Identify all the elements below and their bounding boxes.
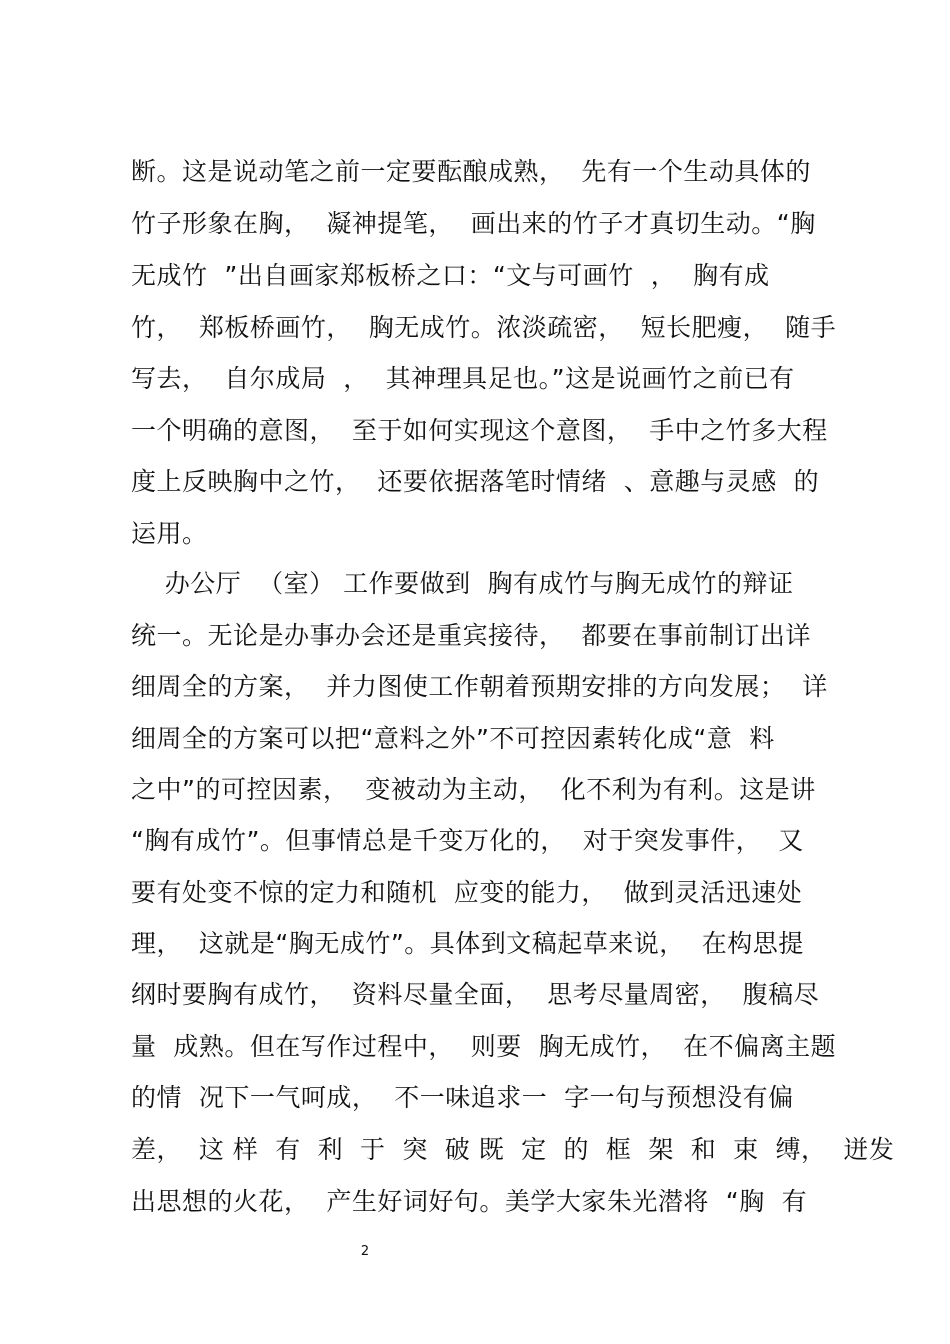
text-line: 统一。无论是办事办会还是重宾接待， 都要在事前制订出详 [131,621,811,650]
text-line: 办公厅 （室） 工作要做到 胸有成竹与胸无成竹的辩证 [131,569,794,598]
text-line: 纲时要胸有成竹， 资料尽量全面， 思考尽量周密， 腹稿尽 [131,980,820,1009]
text-line: 竹子形象在胸， 凝神提笔， 画出来的竹子才真切生动。“胸 [131,209,816,238]
text-line: 理， 这就是“胸无成竹”。具体到文稿起草来说， 在构思提 [131,929,804,958]
page-number: 2 [360,1244,370,1259]
text-line: 出思想的火花， 产生好词好句。美学大家朱光潜将 “胸 有 [131,1187,808,1216]
text-line: “胸有成竹”。但事情总是千变万化的， 对于突发事件， 又 [131,826,804,855]
text-line: 之中”的可控因素， 变被动为主动， 化不利为有利。这是讲 [131,775,816,804]
text-line: 断。这是说动笔之前一定要酝酿成熟， 先有一个生动具体的 [131,157,811,186]
text-line: 要有处变不惊的定力和随机 应变的能力， 做到灵活迅速处 [131,878,803,907]
text-line: 的情 况下一气呵成， 不一味追求一 字一句与预想没有偏 [131,1083,794,1112]
text-line: 度上反映胸中之竹， 还要依据落笔时情绪 、意趣与灵感 的 [131,467,820,496]
text-line: 竹， 郑板桥画竹， 胸无成竹。浓淡疏密， 短长肥瘦， 随手 [131,313,837,342]
text-line: 量 成熟。但在写作过程中， 则要 胸无成竹， 在不偏离主题 [131,1032,837,1061]
text-line: 一个明确的意图， 至于如何实现这个意图， 手中之竹多大程 [131,416,828,445]
text-line: 运用。 [131,519,208,548]
text-line: 细周全的方案可以把“意料之外”不可控因素转化成“意 料 [131,724,775,753]
text-line: 无成竹 ”出自画家郑板桥之口：“文与可画竹 ， 胸有成 [131,261,770,290]
text-line: 差， 这 样 有 利 于 突 破 既 定 的 框 架 和 束 缚， 迸发 [131,1135,895,1164]
text-line: 写去， 自尔成局 ， 其神理具足也。”这是说画竹之前已有 [131,364,795,393]
text-line: 细周全的方案， 并力图使工作朝着预期安排的方向发展； 详 [131,672,828,701]
